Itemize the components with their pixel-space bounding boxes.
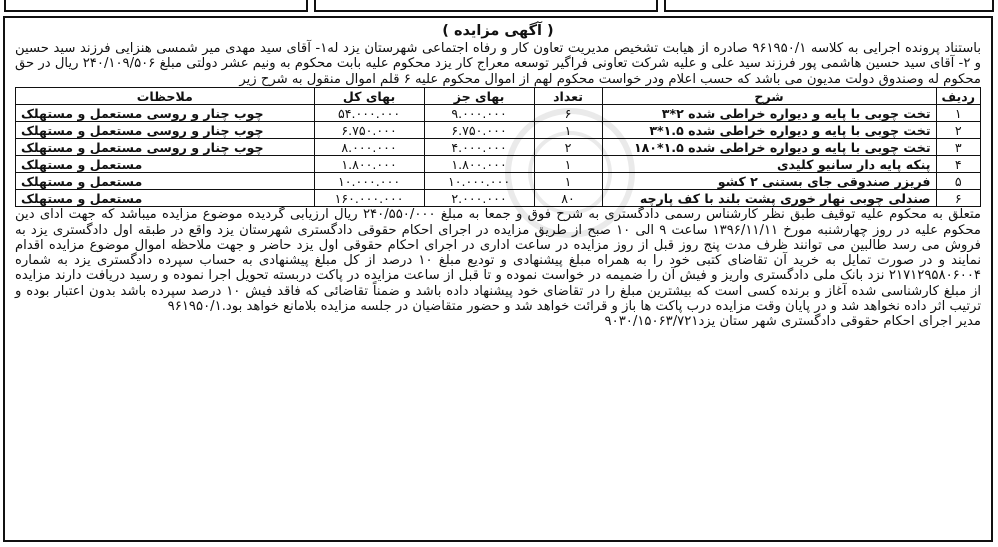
col-header-total-price: بهای کل [314, 88, 424, 105]
notice-signature: مدیر اجرای احکام حقوقی دادگستری شهر ستان یزد۹۰۳۰/۱۵۰۶۳/۷۲۱ [604, 314, 981, 330]
col-header-unit-price: بهای جز [424, 88, 534, 105]
auction-notice [3, 16, 993, 542]
cell-row-no: ۵ [936, 173, 980, 190]
header-box [4, 0, 308, 12]
cell-description: تخت چوبی با پایه و دیواره خراطی شده ۱.۵*۳ [602, 122, 936, 139]
cell-total-price: ۱۶۰.۰۰۰.۰۰۰ [314, 190, 424, 207]
cell-unit-price: ۹.۰۰۰.۰۰۰ [424, 105, 534, 122]
header-box [314, 0, 658, 12]
cell-description: پنکه پایه دار سانیو کلیدی [602, 156, 936, 173]
header-strip [0, 0, 998, 14]
cell-remarks: مستعمل و مستهلک [16, 190, 315, 207]
header-box [664, 0, 994, 12]
cell-quantity: ۲ [534, 139, 602, 156]
cell-description: فریزر صندوقی جای بستنی ۲ کشو [602, 173, 936, 190]
col-header-row-no: ردیف [936, 88, 980, 105]
cell-total-price: ۶.۷۵۰.۰۰۰ [314, 122, 424, 139]
cell-unit-price: ۱۰.۰۰۰.۰۰۰ [424, 173, 534, 190]
cell-unit-price: ۶.۷۵۰.۰۰۰ [424, 122, 534, 139]
cell-unit-price: ۴.۰۰۰.۰۰۰ [424, 139, 534, 156]
notice-title: ( آگهی مزایده ) [442, 23, 554, 39]
cell-description: صندلی چوبی نهار خوری پشت بلند با کف پارچه [602, 190, 936, 207]
cell-description: تخت چوبی با پایه و دیواره خراطی شده ۲*۳ [602, 105, 936, 122]
notice-body: متعلق به محکوم علیه توقیف طبق نظر کارشناس رسمی دادگستری به شرح فوق و جمعا به مبلغ ۲۴۰/۵۵۰/۰۰۰ ریال ارزیابی گردیده موضوع مزایده میباشد که جهت ادای دین محکوم علیه در روز چهارشنبه مورخ ۱۳۹۶/۱۱/۱۱ ساعت ۹ الی ۱۰ صبح از طریق مزایده در اجرای احکام حقوقی دادگستری شهرستان یزد واقع در طبقه اول دادگستری یزد به فروش می رسد طالبین می توانند ظرف مدت پنج روز قبل از روز مزایده در ساعت اداری در اجرای احکام حقوقی اول یزد حاضر و جهت ملاحظه اموال موضوع مزایده اقدام نمایند و در صورت تمایل به خرید آن تقاضای کتبی خود را به همراه مبلغ پیشنهادی و تودیع مبلغ ۱۰ درصد از کل مبلغ پیشنهادی به حساب سپرده دادگستری یزد به شماره ۲۱۷۱۲۹۵۸۰۶۰۰۴ نزد بانک ملی دادگستری واریز و فیش آن را ضمیمه در خواست نموده و تا قبل از ساعت مزایده در پاکت دربسته تحویل اجرا نموده و رسید دریافت دارند مزایده از مبلغ کارشناسی شده آغاز و برنده کسی است که بیشترین مبلغ را در تقاضای خود پیشنهاد داده باشد و ضمناً تقاضائی که فاقد فیش ۱۰ درصد سپرده باشد بدون اعتبار بوده و ترتیب اثر داده نخواهد شد و در پایان وقت مزایده درب پاکت ها باز و قرائت خواهد شد و حضور متقاضیان در جلسه مزایده بلامانع خواهد بود.۹۶۱۹۵۰/۱ [15, 207, 982, 314]
cell-remarks: چوب چنار و روسی مستعمل و مستهلک [16, 105, 315, 122]
table-row [16, 190, 981, 207]
cell-description: تخت چوبی با پایه و دیواره خراطی شده ۱.۵*۱۸۰ [602, 139, 936, 156]
cell-unit-price: ۲.۰۰۰.۰۰۰ [424, 190, 534, 207]
cell-remarks: مستعمل و مستهلک [16, 173, 315, 190]
table-row [16, 105, 981, 122]
table-row [16, 139, 981, 156]
col-header-remarks: ملاحظات [16, 88, 315, 105]
cell-row-no: ۴ [936, 156, 980, 173]
cell-total-price: ۸.۰۰۰.۰۰۰ [314, 139, 424, 156]
cell-row-no: ۳ [936, 139, 980, 156]
cell-quantity: ۱ [534, 122, 602, 139]
cell-quantity: ۱ [534, 173, 602, 190]
cell-unit-price: ۱.۸۰۰.۰۰۰ [424, 156, 534, 173]
cell-remarks: چوب چنار و روسی مستعمل و مستهلک [16, 139, 315, 156]
cell-quantity: ۶ [534, 105, 602, 122]
cell-remarks: مستعمل و مستهلک [16, 156, 315, 173]
cell-total-price: ۵۴.۰۰۰.۰۰۰ [314, 105, 424, 122]
notice-intro: باستناد پرونده اجرایی به کلاسه ۹۶۱۹۵۰/۱ صادره از هیابت تشخیص مدیریت تعاون کار و رفاه اجتماعی شهرستان یزد له۱- آقای سید مهدی میر شمسی هنزایی فرزند سید حسین و ۲- آقای سید حسین هاشمی پور فرزند سید علی و علیه شرکت تعاونی فراگیر توسعه معراج کار یزد محکوم علیه بابت محکوم به ونیم عشر دولتی مبلغ ۲۴۰/۱۰۹/۵۰۶ ریال در حق محکوم له وصندوق دولت مدیون می باشد که حسب اعلام ودر خواست محکوم لهم از اموال محکوم علیه ۶ قلم اموال منقول به شرح زیر [15, 41, 981, 87]
cell-remarks: چوب چنار و روسی مستعمل و مستهلک [16, 122, 315, 139]
table-header-row [16, 88, 981, 105]
cell-total-price: ۱.۸۰۰.۰۰۰ [314, 156, 424, 173]
col-header-quantity: تعداد [534, 88, 602, 105]
items-table [15, 87, 981, 207]
cell-row-no: ۱ [936, 105, 980, 122]
cell-row-no: ۶ [936, 190, 980, 207]
col-header-description: شرح [602, 88, 936, 105]
cell-quantity: ۸۰ [534, 190, 602, 207]
cell-row-no: ۲ [936, 122, 980, 139]
table-row [16, 156, 981, 173]
cell-total-price: ۱۰.۰۰۰.۰۰۰ [314, 173, 424, 190]
cell-quantity: ۱ [534, 156, 602, 173]
table-row [16, 122, 981, 139]
table-row [16, 173, 981, 190]
